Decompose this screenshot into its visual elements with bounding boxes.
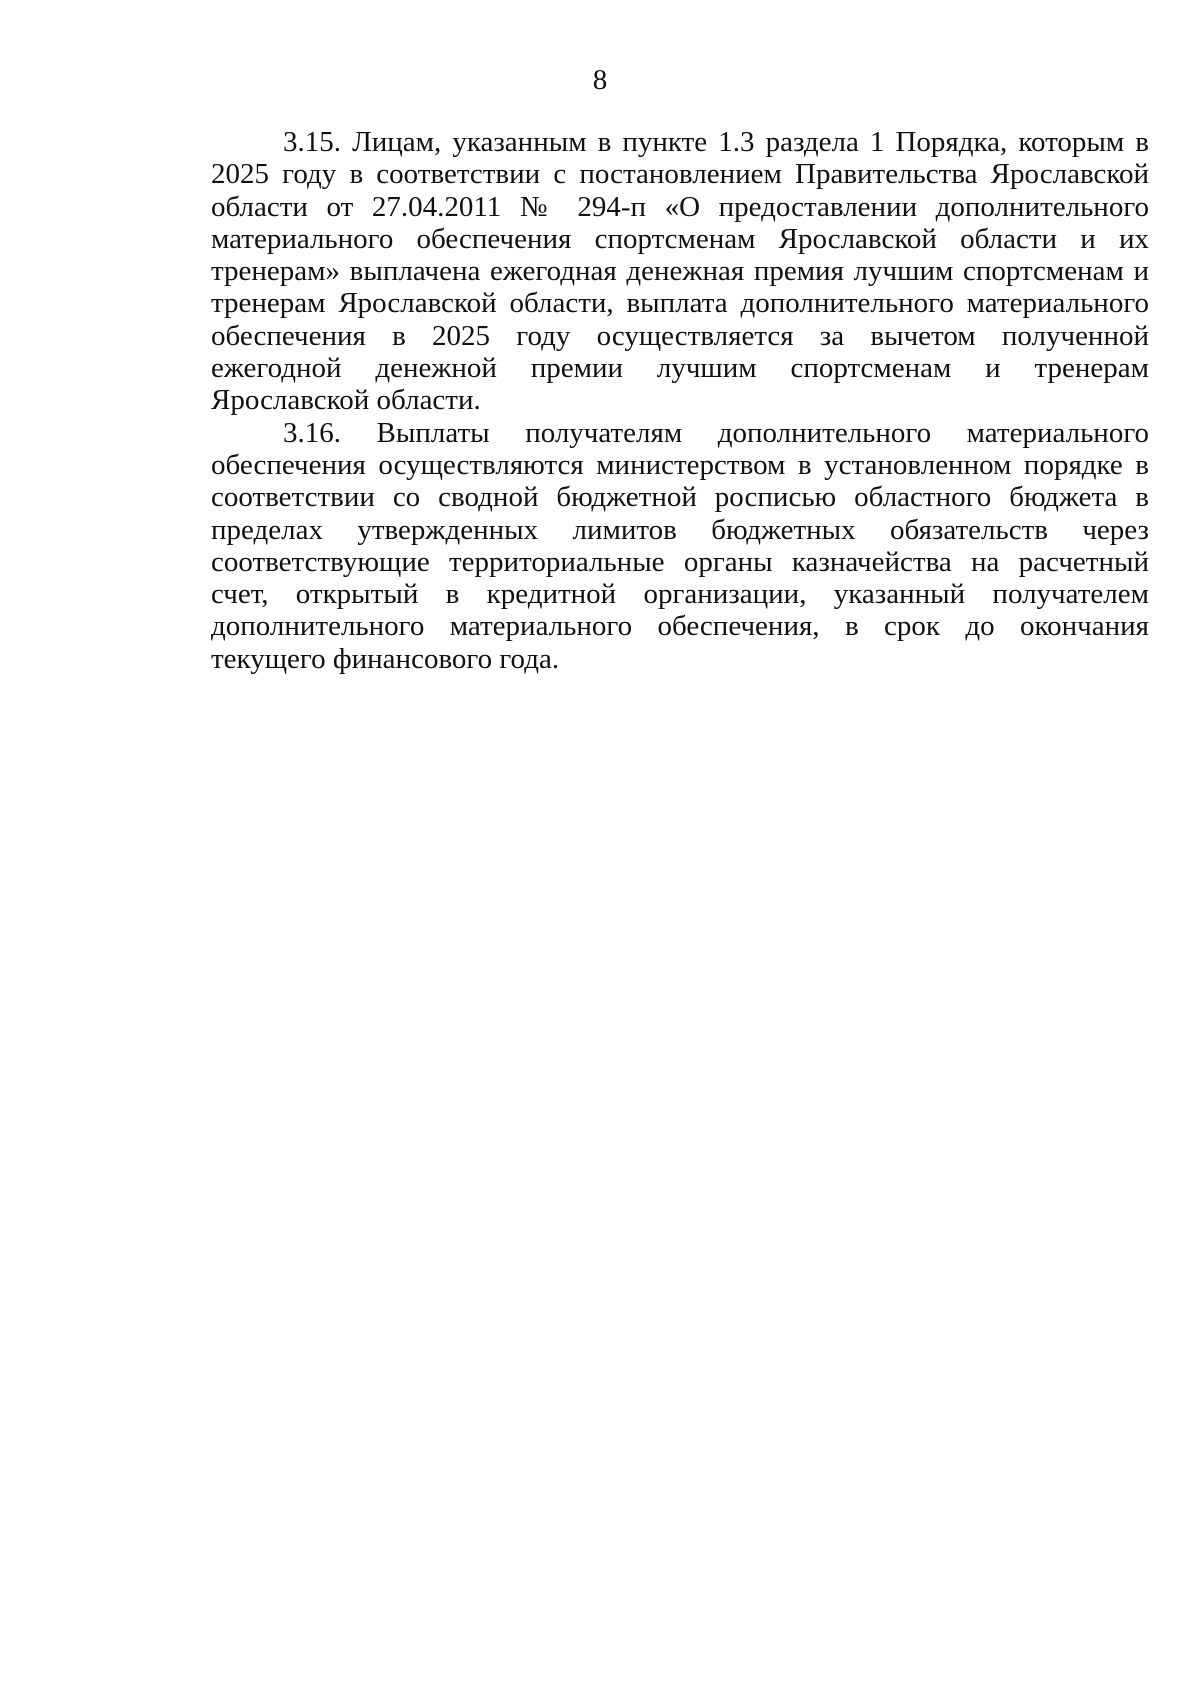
paragraph-number: 3.15. — [283, 126, 341, 158]
paragraph-3-16 — [211, 417, 1149, 675]
paragraph-number: 3.16. — [283, 416, 341, 449]
paragraph-3-15 — [211, 126, 1149, 417]
paragraph-text: Выплаты получателям дополнительного материального обеспечения осуществляются министерством в установленном порядке в соответствии со сводной бюджетной росписью областного бюджета в пределах утвержденных лимитов бюджетных обязательств через соответствующие территориальные органы казначейства на расчетный счет, открытый в кредитной организации, указанный получателем дополнительного материального обеспечения, в срок до окончания текущего финансового года. — [211, 416, 1149, 675]
page-number: 8 — [592, 64, 608, 96]
paragraph-text: Лицам, указанным в пункте 1.3 раздела 1 Порядка, которым в 2025 году в соответствии с постановлением Правительства Ярославской области от 27.04.2011 № 294-п «О предоставлении дополнительного материального обеспечения спортсменам Ярославской области и их тренерам» выплачена ежегодная денежная премия лучшим спортсменам и тренерам Ярославской области, выплата дополнительного материального обеспечения в 2025 году осуществляется за вычетом полученной ежегодной денежной премии лучшим спортсменам и тренерам Ярославской области. — [211, 126, 1149, 417]
document-body — [211, 126, 1149, 675]
